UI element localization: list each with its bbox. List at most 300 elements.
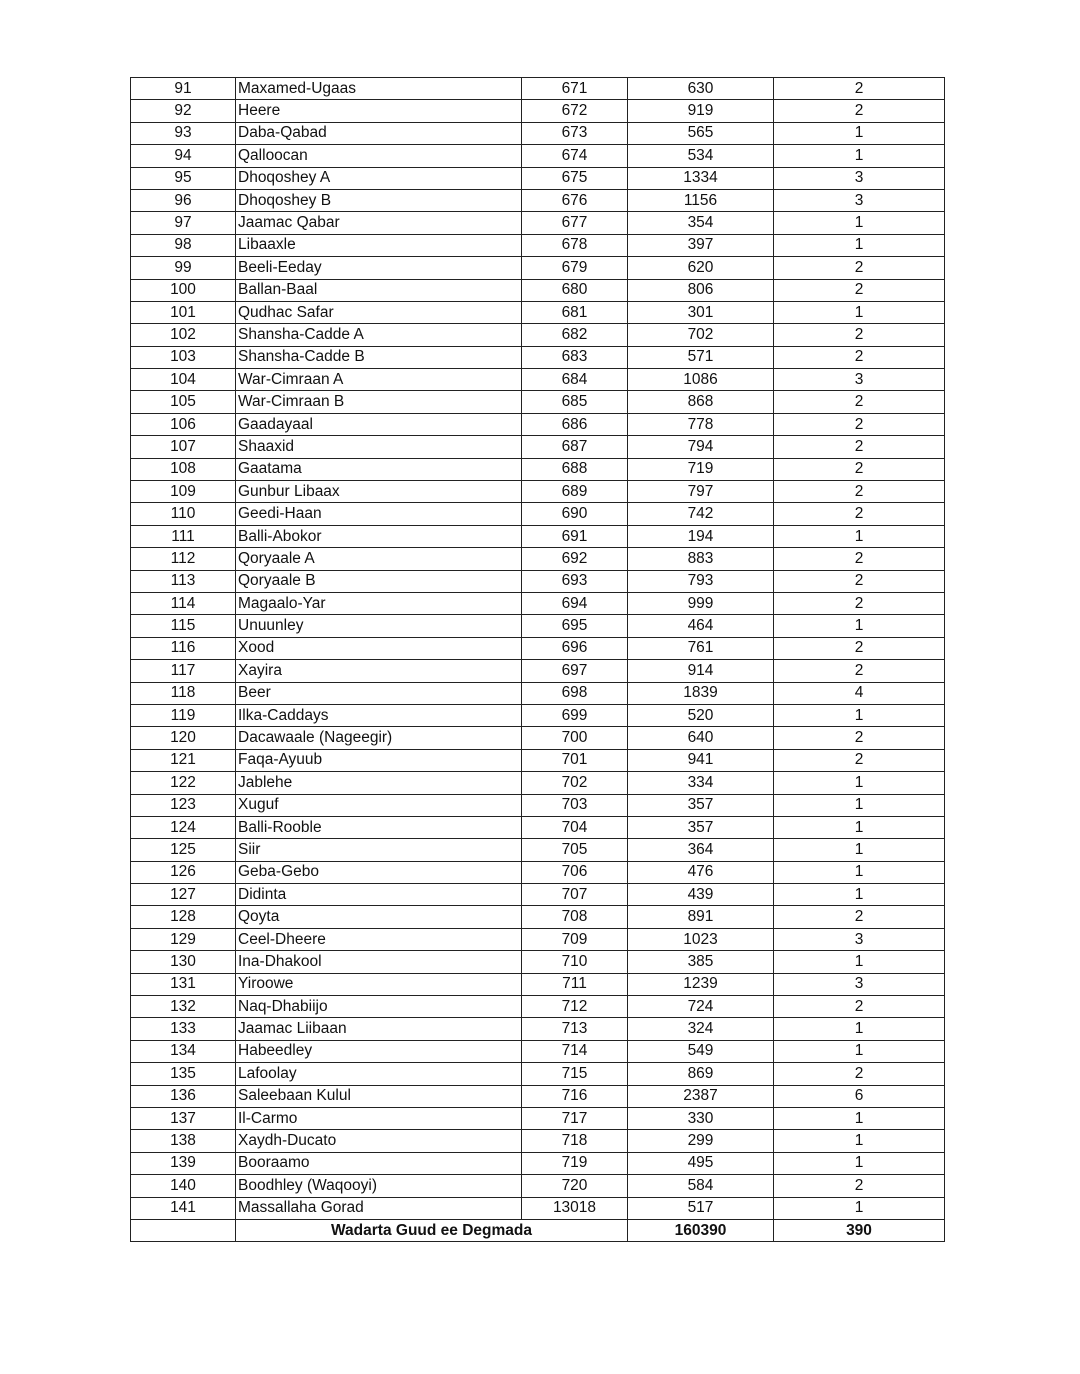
- station-count-cell: 2: [774, 324, 945, 346]
- row-number-cell: 121: [131, 749, 236, 771]
- voter-count-cell: 571: [628, 346, 774, 368]
- row-number-cell: 106: [131, 413, 236, 435]
- voter-count-cell: 1839: [628, 682, 774, 704]
- station-code-cell: 716: [522, 1085, 628, 1107]
- station-code-cell: 689: [522, 481, 628, 503]
- location-name-cell: Beeli-Eeday: [236, 257, 522, 279]
- voter-count-cell: 584: [628, 1175, 774, 1197]
- row-number-cell: 117: [131, 660, 236, 682]
- station-count-cell: 4: [774, 682, 945, 704]
- row-number-cell: 135: [131, 1063, 236, 1085]
- location-name-cell: Qalloocan: [236, 145, 522, 167]
- station-code-cell: 694: [522, 592, 628, 614]
- location-name-cell: Unuunley: [236, 615, 522, 637]
- voter-count-cell: 517: [628, 1197, 774, 1219]
- table-row: [131, 167, 945, 189]
- location-name-cell: Didinta: [236, 884, 522, 906]
- row-number-cell: 93: [131, 122, 236, 144]
- voter-count-cell: 702: [628, 324, 774, 346]
- table-row: [131, 884, 945, 906]
- row-number-cell: 102: [131, 324, 236, 346]
- table-row: [131, 279, 945, 301]
- location-name-cell: Gunbur Libaax: [236, 481, 522, 503]
- station-code-cell: 691: [522, 525, 628, 547]
- station-count-cell: 1: [774, 704, 945, 726]
- station-count-cell: 1: [774, 861, 945, 883]
- station-count-cell: 3: [774, 928, 945, 950]
- location-name-cell: Habeedley: [236, 1040, 522, 1062]
- location-name-cell: Shansha-Cadde B: [236, 346, 522, 368]
- voter-count-cell: 357: [628, 794, 774, 816]
- voter-count-cell: 464: [628, 615, 774, 637]
- location-name-cell: Lafoolay: [236, 1063, 522, 1085]
- station-code-cell: 700: [522, 727, 628, 749]
- station-count-cell: 2: [774, 100, 945, 122]
- station-count-cell: 1: [774, 234, 945, 256]
- table-row: [131, 772, 945, 794]
- table-row: [131, 839, 945, 861]
- voter-count-cell: 354: [628, 212, 774, 234]
- location-name-cell: Dhoqoshey B: [236, 189, 522, 211]
- row-number-cell: 131: [131, 973, 236, 995]
- row-number-cell: 138: [131, 1130, 236, 1152]
- location-name-cell: Geba-Gebo: [236, 861, 522, 883]
- table-row: [131, 996, 945, 1018]
- row-number-cell: 109: [131, 481, 236, 503]
- voter-count-cell: 565: [628, 122, 774, 144]
- voter-count-cell: 891: [628, 906, 774, 928]
- station-code-cell: 705: [522, 839, 628, 861]
- station-count-cell: 1: [774, 122, 945, 144]
- table-row: [131, 1197, 945, 1219]
- location-name-cell: Jablehe: [236, 772, 522, 794]
- voter-count-cell: 1023: [628, 928, 774, 950]
- voter-count-cell: 640: [628, 727, 774, 749]
- table-row: [131, 301, 945, 323]
- station-code-cell: 685: [522, 391, 628, 413]
- voter-count-cell: 1239: [628, 973, 774, 995]
- station-count-cell: 1: [774, 1197, 945, 1219]
- table-row: [131, 928, 945, 950]
- station-count-cell: 2: [774, 1175, 945, 1197]
- voter-count-cell: 620: [628, 257, 774, 279]
- table-row: [131, 548, 945, 570]
- station-count-cell: 1: [774, 1107, 945, 1129]
- table-row: [131, 727, 945, 749]
- row-number-cell: 122: [131, 772, 236, 794]
- table-row: [131, 1152, 945, 1174]
- row-number-cell: 105: [131, 391, 236, 413]
- table-row: [131, 1018, 945, 1040]
- station-code-cell: 709: [522, 928, 628, 950]
- station-count-cell: 1: [774, 884, 945, 906]
- table-row: [131, 346, 945, 368]
- row-number-cell: 98: [131, 234, 236, 256]
- table-row: [131, 1040, 945, 1062]
- row-number-cell: 91: [131, 78, 236, 100]
- station-count-cell: 2: [774, 481, 945, 503]
- station-count-cell: 1: [774, 1152, 945, 1174]
- station-count-cell: 2: [774, 78, 945, 100]
- voter-count-cell: 797: [628, 481, 774, 503]
- table-row: [131, 324, 945, 346]
- station-count-cell: 2: [774, 548, 945, 570]
- voter-count-cell: 630: [628, 78, 774, 100]
- voter-count-cell: 476: [628, 861, 774, 883]
- station-code-cell: 687: [522, 436, 628, 458]
- station-code-cell: 718: [522, 1130, 628, 1152]
- table-row: [131, 816, 945, 838]
- row-number-cell: 133: [131, 1018, 236, 1040]
- station-count-cell: 3: [774, 369, 945, 391]
- location-name-cell: Dhoqoshey A: [236, 167, 522, 189]
- station-code-cell: 699: [522, 704, 628, 726]
- row-number-cell: 112: [131, 548, 236, 570]
- station-code-cell: 677: [522, 212, 628, 234]
- voter-count-cell: 397: [628, 234, 774, 256]
- table-row: [131, 481, 945, 503]
- location-name-cell: Naq-Dhabiijo: [236, 996, 522, 1018]
- station-count-cell: 2: [774, 346, 945, 368]
- location-name-cell: Balli-Rooble: [236, 816, 522, 838]
- station-code-cell: 13018: [522, 1197, 628, 1219]
- row-number-cell: 125: [131, 839, 236, 861]
- station-count-cell: 2: [774, 1063, 945, 1085]
- voter-count-cell: 1086: [628, 369, 774, 391]
- table-row: [131, 861, 945, 883]
- table-row: [131, 592, 945, 614]
- table-row: [131, 78, 945, 100]
- location-name-cell: Daba-Qabad: [236, 122, 522, 144]
- row-number-cell: 139: [131, 1152, 236, 1174]
- station-count-cell: 2: [774, 637, 945, 659]
- row-number-cell: 108: [131, 458, 236, 480]
- table-row: [131, 1063, 945, 1085]
- voter-count-cell: 806: [628, 279, 774, 301]
- table-row: [131, 906, 945, 928]
- station-count-cell: 1: [774, 772, 945, 794]
- row-number-cell: 107: [131, 436, 236, 458]
- table-row: [131, 749, 945, 771]
- location-name-cell: Gaadayaal: [236, 413, 522, 435]
- station-count-cell: 2: [774, 413, 945, 435]
- row-number-cell: 97: [131, 212, 236, 234]
- station-count-cell: 1: [774, 794, 945, 816]
- table-row: [131, 704, 945, 726]
- station-count-cell: 1: [774, 1130, 945, 1152]
- station-code-cell: 720: [522, 1175, 628, 1197]
- row-number-cell: 94: [131, 145, 236, 167]
- voter-count-cell: 385: [628, 951, 774, 973]
- station-count-cell: 2: [774, 436, 945, 458]
- station-code-cell: 673: [522, 122, 628, 144]
- station-code-cell: 719: [522, 1152, 628, 1174]
- station-code-cell: 696: [522, 637, 628, 659]
- station-count-cell: 2: [774, 458, 945, 480]
- row-number-cell: 92: [131, 100, 236, 122]
- station-code-cell: 690: [522, 503, 628, 525]
- location-name-cell: Qoryaale A: [236, 548, 522, 570]
- station-count-cell: 2: [774, 257, 945, 279]
- table-row: [131, 458, 945, 480]
- location-name-cell: Xood: [236, 637, 522, 659]
- station-code-cell: 672: [522, 100, 628, 122]
- voter-count-cell: 330: [628, 1107, 774, 1129]
- row-number-cell: 101: [131, 301, 236, 323]
- station-code-cell: 703: [522, 794, 628, 816]
- station-count-cell: 1: [774, 615, 945, 637]
- voter-count-cell: 520: [628, 704, 774, 726]
- location-name-cell: Shansha-Cadde A: [236, 324, 522, 346]
- voter-count-cell: 868: [628, 391, 774, 413]
- table-row: [131, 257, 945, 279]
- row-number-cell: 104: [131, 369, 236, 391]
- station-count-cell: 2: [774, 727, 945, 749]
- location-name-cell: Dacawaale (Nageegir): [236, 727, 522, 749]
- row-number-cell: 124: [131, 816, 236, 838]
- station-count-cell: 2: [774, 996, 945, 1018]
- station-count-cell: 2: [774, 592, 945, 614]
- station-code-cell: 708: [522, 906, 628, 928]
- station-code-cell: 695: [522, 615, 628, 637]
- voter-count-cell: 793: [628, 570, 774, 592]
- station-code-cell: 692: [522, 548, 628, 570]
- row-number-cell: 140: [131, 1175, 236, 1197]
- station-code-cell: 697: [522, 660, 628, 682]
- location-name-cell: Faqa-Ayuub: [236, 749, 522, 771]
- location-name-cell: Massallaha Gorad: [236, 1197, 522, 1219]
- station-code-cell: 713: [522, 1018, 628, 1040]
- row-number-cell: 126: [131, 861, 236, 883]
- table-row: [131, 1085, 945, 1107]
- total-voters: 160390: [628, 1219, 774, 1241]
- voter-count-cell: 1334: [628, 167, 774, 189]
- table-row: [131, 525, 945, 547]
- station-count-cell: 2: [774, 279, 945, 301]
- table-row: [131, 212, 945, 234]
- table-body: [131, 78, 945, 1220]
- station-code-cell: 711: [522, 973, 628, 995]
- location-name-cell: Maxamed-Ugaas: [236, 78, 522, 100]
- table-row: [131, 1175, 945, 1197]
- station-code-cell: 715: [522, 1063, 628, 1085]
- location-name-cell: Saleebaan Kulul: [236, 1085, 522, 1107]
- row-number-cell: 96: [131, 189, 236, 211]
- station-count-cell: 3: [774, 167, 945, 189]
- location-name-cell: Ina-Dhakool: [236, 951, 522, 973]
- location-name-cell: Jaamac Liibaan: [236, 1018, 522, 1040]
- row-number-cell: 110: [131, 503, 236, 525]
- station-code-cell: 707: [522, 884, 628, 906]
- location-name-cell: Beer: [236, 682, 522, 704]
- station-code-cell: 710: [522, 951, 628, 973]
- table-row: [131, 413, 945, 435]
- row-number-cell: 136: [131, 1085, 236, 1107]
- location-name-cell: Xaydh-Ducato: [236, 1130, 522, 1152]
- row-number-cell: 118: [131, 682, 236, 704]
- voter-count-cell: 301: [628, 301, 774, 323]
- voter-count-cell: 999: [628, 592, 774, 614]
- station-code-cell: 678: [522, 234, 628, 256]
- voter-count-cell: 883: [628, 548, 774, 570]
- row-number-cell: 134: [131, 1040, 236, 1062]
- station-code-cell: 680: [522, 279, 628, 301]
- row-number-cell: 111: [131, 525, 236, 547]
- location-name-cell: Booraamo: [236, 1152, 522, 1174]
- location-name-cell: Xayira: [236, 660, 522, 682]
- location-name-cell: Boodhley (Waqooyi): [236, 1175, 522, 1197]
- voter-count-cell: 941: [628, 749, 774, 771]
- station-count-cell: 1: [774, 839, 945, 861]
- location-name-cell: Gaatama: [236, 458, 522, 480]
- row-number-cell: 141: [131, 1197, 236, 1219]
- table-row: [131, 145, 945, 167]
- station-count-cell: 1: [774, 212, 945, 234]
- table-row: [131, 1130, 945, 1152]
- station-code-cell: 686: [522, 413, 628, 435]
- voter-count-cell: 334: [628, 772, 774, 794]
- row-number-cell: 137: [131, 1107, 236, 1129]
- station-count-cell: 1: [774, 301, 945, 323]
- station-count-cell: 1: [774, 525, 945, 547]
- location-name-cell: Libaaxle: [236, 234, 522, 256]
- row-number-cell: 99: [131, 257, 236, 279]
- voter-count-cell: 914: [628, 660, 774, 682]
- station-count-cell: 2: [774, 391, 945, 413]
- table-row: [131, 503, 945, 525]
- station-count-cell: 1: [774, 145, 945, 167]
- location-name-cell: Yiroowe: [236, 973, 522, 995]
- table-row: [131, 570, 945, 592]
- row-number-cell: 113: [131, 570, 236, 592]
- row-number-cell: 115: [131, 615, 236, 637]
- location-name-cell: Qudhac Safar: [236, 301, 522, 323]
- row-number-cell: 120: [131, 727, 236, 749]
- voter-count-cell: 194: [628, 525, 774, 547]
- station-count-cell: 2: [774, 660, 945, 682]
- station-code-cell: 681: [522, 301, 628, 323]
- station-code-cell: 675: [522, 167, 628, 189]
- station-code-cell: 714: [522, 1040, 628, 1062]
- location-name-cell: Geedi-Haan: [236, 503, 522, 525]
- table-row: [131, 391, 945, 413]
- station-code-cell: 683: [522, 346, 628, 368]
- table-row: [131, 637, 945, 659]
- station-code-cell: 682: [522, 324, 628, 346]
- station-code-cell: 701: [522, 749, 628, 771]
- table-row: [131, 1107, 945, 1129]
- table-row: [131, 682, 945, 704]
- table-row: [131, 794, 945, 816]
- row-number-cell: 127: [131, 884, 236, 906]
- station-code-cell: 693: [522, 570, 628, 592]
- table-row: [131, 122, 945, 144]
- row-number-cell: 119: [131, 704, 236, 726]
- station-code-cell: 704: [522, 816, 628, 838]
- row-number-cell: 116: [131, 637, 236, 659]
- station-count-cell: 3: [774, 189, 945, 211]
- table-row: [131, 615, 945, 637]
- station-count-cell: 1: [774, 816, 945, 838]
- table-row: [131, 951, 945, 973]
- voter-count-cell: 719: [628, 458, 774, 480]
- location-name-cell: Qoryaale B: [236, 570, 522, 592]
- row-number-cell: 103: [131, 346, 236, 368]
- voter-count-cell: 549: [628, 1040, 774, 1062]
- station-count-cell: 2: [774, 503, 945, 525]
- station-count-cell: 1: [774, 1040, 945, 1062]
- row-number-cell: 132: [131, 996, 236, 1018]
- location-name-cell: Xuguf: [236, 794, 522, 816]
- station-count-cell: 1: [774, 951, 945, 973]
- voter-count-cell: 357: [628, 816, 774, 838]
- voter-count-cell: 919: [628, 100, 774, 122]
- station-count-cell: 2: [774, 570, 945, 592]
- voter-count-cell: 324: [628, 1018, 774, 1040]
- station-code-cell: 688: [522, 458, 628, 480]
- row-number-cell: 95: [131, 167, 236, 189]
- voter-count-cell: 495: [628, 1152, 774, 1174]
- location-name-cell: Heere: [236, 100, 522, 122]
- row-number-cell: 129: [131, 928, 236, 950]
- station-code-cell: 671: [522, 78, 628, 100]
- voter-count-cell: 794: [628, 436, 774, 458]
- station-count-cell: 3: [774, 973, 945, 995]
- station-code-cell: 698: [522, 682, 628, 704]
- location-name-cell: Siir: [236, 839, 522, 861]
- location-name-cell: Ballan-Baal: [236, 279, 522, 301]
- total-empty-cell: [131, 1219, 236, 1241]
- station-count-cell: 2: [774, 906, 945, 928]
- voter-count-cell: 724: [628, 996, 774, 1018]
- location-name-cell: Qoyta: [236, 906, 522, 928]
- station-count-cell: 2: [774, 749, 945, 771]
- voter-count-cell: 869: [628, 1063, 774, 1085]
- location-name-cell: Jaamac Qabar: [236, 212, 522, 234]
- row-number-cell: 130: [131, 951, 236, 973]
- station-count-cell: 1: [774, 1018, 945, 1040]
- table-row: [131, 973, 945, 995]
- location-name-cell: Shaaxid: [236, 436, 522, 458]
- table-row: [131, 234, 945, 256]
- voter-count-cell: 761: [628, 637, 774, 659]
- location-name-cell: Ilka-Caddays: [236, 704, 522, 726]
- station-count-cell: 6: [774, 1085, 945, 1107]
- voter-count-cell: 1156: [628, 189, 774, 211]
- polling-stations-table: [130, 77, 945, 1242]
- table-row: [131, 189, 945, 211]
- location-name-cell: War-Cimraan B: [236, 391, 522, 413]
- total-row: [131, 1219, 945, 1241]
- voter-count-cell: 2387: [628, 1085, 774, 1107]
- table-row: [131, 100, 945, 122]
- station-code-cell: 702: [522, 772, 628, 794]
- station-code-cell: 684: [522, 369, 628, 391]
- station-code-cell: 679: [522, 257, 628, 279]
- station-code-cell: 676: [522, 189, 628, 211]
- station-code-cell: 717: [522, 1107, 628, 1129]
- voter-count-cell: 299: [628, 1130, 774, 1152]
- voter-count-cell: 439: [628, 884, 774, 906]
- location-name-cell: Magaalo-Yar: [236, 592, 522, 614]
- voter-count-cell: 534: [628, 145, 774, 167]
- total-label: Wadarta Guud ee Degmada: [236, 1219, 628, 1241]
- table-row: [131, 436, 945, 458]
- total-stations: 390: [774, 1219, 945, 1241]
- row-number-cell: 123: [131, 794, 236, 816]
- table-row: [131, 369, 945, 391]
- station-code-cell: 706: [522, 861, 628, 883]
